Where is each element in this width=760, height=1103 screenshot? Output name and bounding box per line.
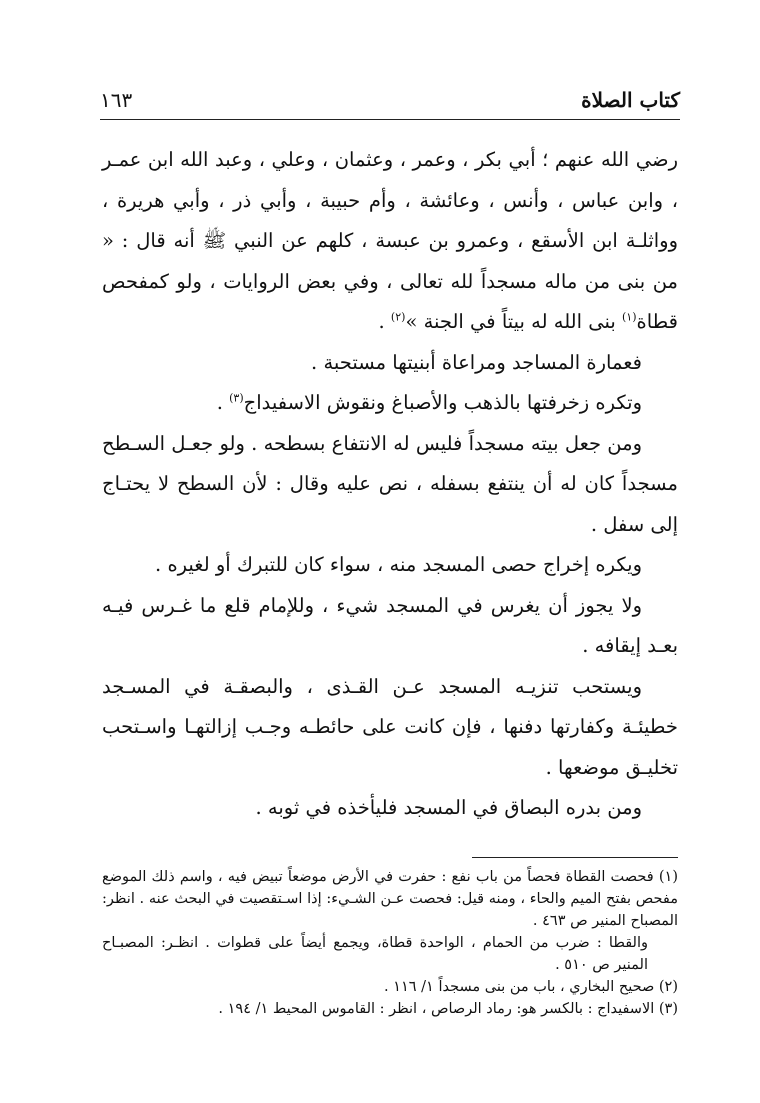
paragraph-6: ولا يجوز أن يغرس في المسجد شيء ، وللإمام قلع ما غـرس فيـه بعـد إيقافه . [102,593,678,657]
paragraph-4: ومن جعل بيته مسجداً فليس له الانتفاع بسطحه . ولو جعـل السـطح مسجداً كان له أن ينتفع بسفله ، نص عليه وقال : لأن السطح لا يحتـاج إلى سفل . [102,431,678,536]
main-text [102,140,678,829]
paragraph-2: فعمارة المساجد ومراعاة أبنيتها مستحبة . [311,350,642,374]
page-number: ١٦٣ [100,88,133,112]
footnote-1: (١) فحصت القطاة فحصاً من باب نفع : حفرت في الأرض موضعاً تبيض فيه ، واسم ذلك الموضع مفحص بفتح الميم والحاء ، ومنه قيل: فحصت عـن الشـيء: إذا اسـتقصيت في البحث عنه . انظر: المصباح المنير ص ٤٦٣ . [102,869,678,929]
footnote-divider [472,857,678,858]
paragraph-1-text-b: بنى الله له بيتاً في الجنة » [405,310,622,333]
paragraph-3-end: . [216,391,230,414]
chapter-title: كتاب الصلاة [581,88,680,112]
header-divider [100,119,680,120]
footnote-ref-1: (١) [622,310,637,324]
footnote-ref-3: (٣) [229,391,244,405]
paragraph-3-text: وتكره زخرفتها بالذهب والأصباغ ونقوش الاسفيداج [243,391,642,414]
paragraph-3 [102,383,678,424]
footnote-1-continued: والقطا : ضرب من الحمام ، الواحدة قطاة، ويجمع أيضاً على قطوات . انظـر: المصبـاح المنير ص ٥١٠ . [102,935,648,973]
paragraph-5: ويكره إخراج حصى المسجد منه ، سواء كان للتبرك أو لغيره . [155,553,642,576]
footnotes [102,866,678,1020]
paragraph-1 [102,140,678,343]
paragraph-1-text: رضي الله عنهم ؛ أبي بكر ، وعمر ، وعثمان ، وعلي ، وعبد الله ابن عمـر ، وابن عباس ، وأنس ، وعائشة ، وأم حبيبة ، وأبي ذر ، وأبي هريرة ، وواثلـة ابن الأسقع ، وعمرو بن عبسة ، كلهم عن النبي ﷺ أنه قال : « من بنى من ماله مسجداً لله تعالى ، وفي بعض الروايات ، ولو كمفحص قطاة [102,148,678,333]
footnote-3: (٣) الاسفيداج : بالكسر هو: رماد الرصاص ، انظر : القاموس المحيط ١/ ١٩٤ . [218,1001,678,1017]
paragraph-8: ومن بدره البصاق في المسجد فليأخذه في ثوبه . [255,796,642,819]
footnote-2: (٢) صحيح البخاري ، باب من بنى مسجداً ١/ ١١٦ . [383,979,678,995]
paragraph-7: ويستحب تنزيـه المسجد عـن القـذى ، والبصقـة في المسـجد خطيئـة وكفارتها دفنها ، فإن كانت على حائطـه وجـب إزالتهـا واسـتحب تخليـق موضعها . [102,674,678,779]
page-header [100,88,680,118]
paragraph-1-end: . [378,310,391,333]
footnote-ref-2: (٢) [390,310,406,324]
